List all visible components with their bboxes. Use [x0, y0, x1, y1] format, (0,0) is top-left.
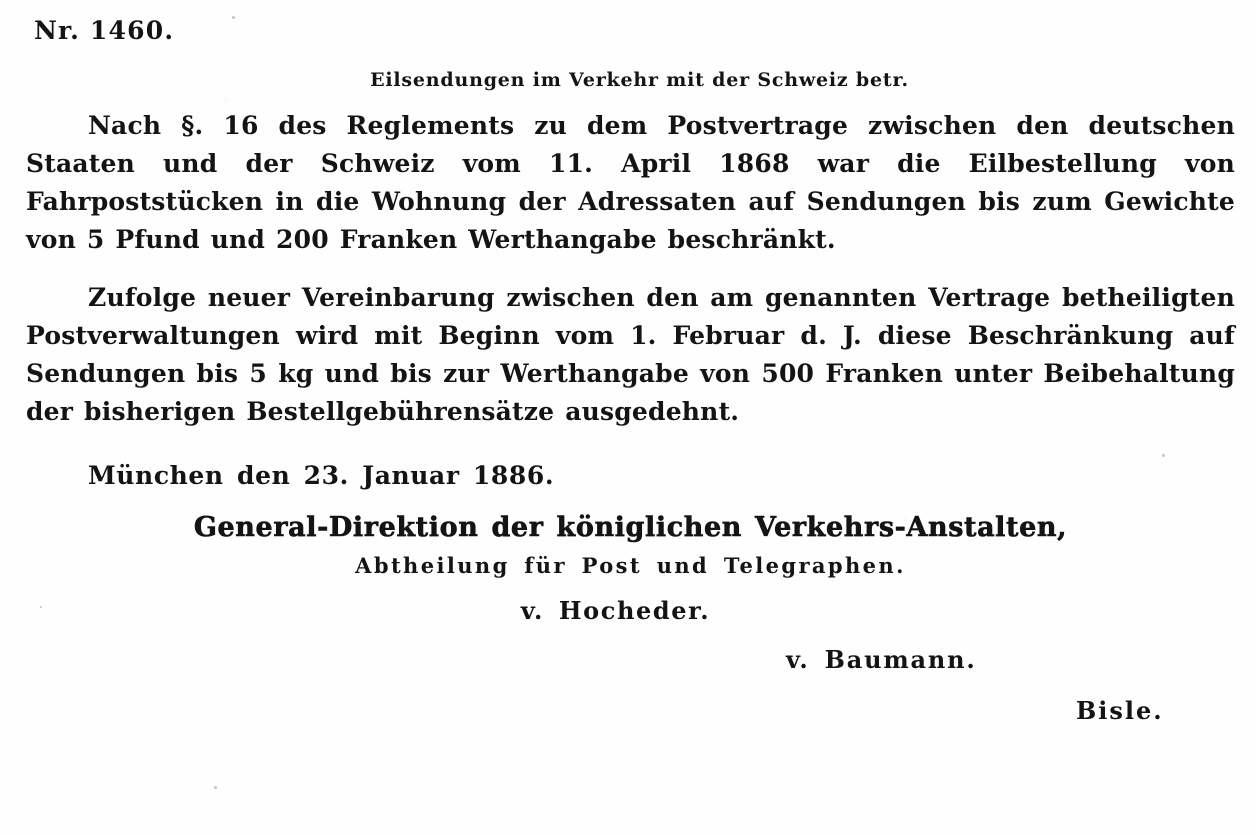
- signature-hocheder: v. Hocheder.: [520, 596, 711, 625]
- place-and-date: München den 23. Januar 1886.: [88, 461, 555, 490]
- signature-baumann: v. Baumann.: [786, 645, 977, 674]
- body-paragraph-2: Zufolge neuer Vereinbarung zwischen den am genannten Vertrage betheiligten Postverwaltungen wird mit Beginn vom 1. Februar d. J. diese Beschränkung auf Sendungen bis 5 kg und bis zur Werthangabe von 500 Franken unter Beibehaltung der bisherigen Bestellgebührensätze ausgedehnt.: [26, 283, 1235, 426]
- document-subject-line: Eilsendungen im Verkehr mit der Schweiz betr.: [370, 69, 909, 91]
- scan-speck: [1162, 454, 1165, 457]
- issuing-authority: General-Direktion der königlichen Verkehrs-Anstalten,: [193, 512, 1068, 543]
- signature-bisle: Bisle.: [1076, 696, 1164, 725]
- scan-speck: [214, 786, 217, 789]
- body-paragraph-1: Nach §. 16 des Reglements zu dem Postvertrage zwischen den deutschen Staaten und der Schweiz vom 11. April 1868 war die Eilbestellung von Fahrpoststücken in die Wohnung der Adressaten auf Sendungen bis zum Gewichte von 5 Pfund und 200 Franken Werthangabe beschränkt.: [26, 111, 1235, 254]
- issuing-department: Abtheilung für Post und Telegraphen.: [355, 553, 906, 578]
- document-number: Nr. 1460.: [34, 16, 175, 45]
